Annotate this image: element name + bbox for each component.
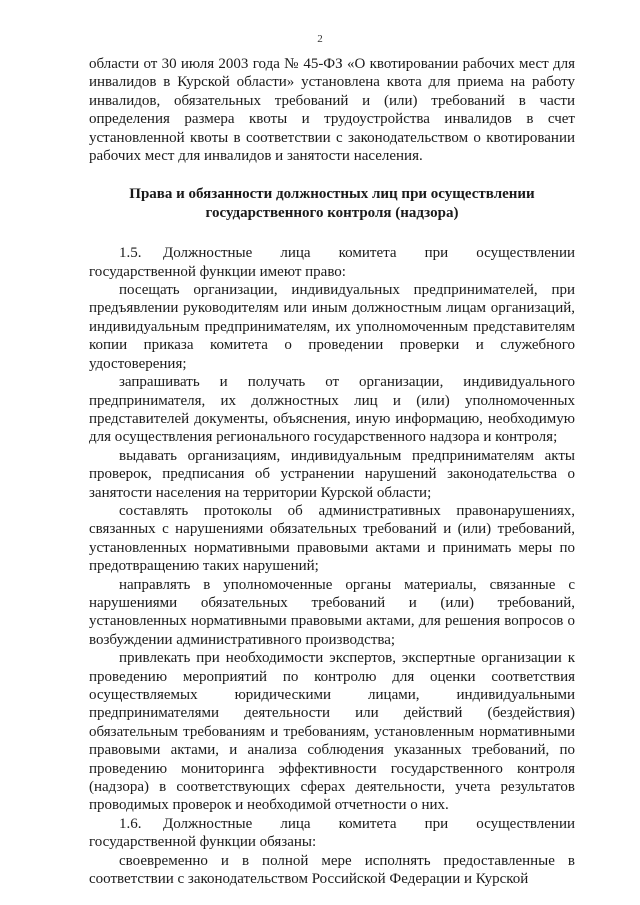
- section-heading: Права и обязанности должностных лиц при осуществлении государственного контроля (надзора): [129, 186, 535, 221]
- clause-number: 1.5.: [119, 245, 142, 262]
- right-item: составлять протоколы об административных правонарушениях, связанных с нарушениями обязательных требований и (или) требований, установленных нормативными правовыми актами и принимать меры по предотвращению таких нарушений;: [89, 502, 575, 575]
- right-item: посещать организации, индивидуальных предпринимателей, при предъявлении руководителям или иным должностным лицам организаций, индивидуальным предпринимателям, их уполномоченным представителям копии приказа комитета о проведении проверки и служебного удостоверения;: [89, 282, 575, 372]
- clause-text: Должностные лица комитета при осуществлении государственной функции обязаны:: [89, 815, 575, 851]
- page-number: 2: [317, 33, 323, 45]
- clause-text: Должностные лица комитета при осуществлении государственной функции имеют право:: [89, 245, 575, 280]
- clause-1-5: [89, 244, 575, 281]
- right-item: привлекать при необходимости экспертов, экспертные организации к проведению мероприятий по контролю для оценки соответствия осуществляемых юридическими лицами, индивидуальными предпринимателями деятельности или действий (бездействия) обязательным требованиям и требованиям, установленным нормативными правовыми актами, и анализа соблюдения указанных требований, по проведению мониторинга эффективности государственного контроля (надзора) в соответствующих сферах деятельности, учета результатов проводимых проверок и необходимой отчетности о них.: [89, 650, 575, 814]
- right-item: запрашивать и получать от организации, индивидуального предпринимателя, их должностных лиц и (или) уполномоченных представителей документы, объяснения, иную информацию, необходимую для осуществления регионального государственного надзора и контроля;: [89, 374, 575, 446]
- duty-item: своевременно и в полной мере исполнять предоставленные в соответствии с законодательством Российской Федерации и Курской: [89, 852, 575, 888]
- clause-1-6: [89, 815, 575, 852]
- intro-paragraph: области от 30 июля 2003 года № 45-ФЗ «О квотировании рабочих мест для инвалидов в Курской области» установлена квота для приема на работу инвалидов, обязательных требований и (или) требований в части определения размера квоты и трудоустройства инвалидов в счет установленной квоты в соответствии с законодательством о квотировании рабочих мест для инвалидов и занятости населения.: [89, 56, 575, 165]
- clause-number: 1.6.: [119, 815, 142, 832]
- right-item: направлять в уполномоченные органы материалы, связанные с нарушениями обязательных требований и (или) требований, установленных нормативными правовыми актами, для решения вопросов о возбуждении административного производства;: [89, 576, 575, 648]
- right-item: выдавать организациям, индивидуальным предпринимателям акты проверок, предписания об устранении нарушений законодательства о занятости населения на территории Курской области;: [89, 447, 575, 501]
- document-body: [89, 55, 575, 888]
